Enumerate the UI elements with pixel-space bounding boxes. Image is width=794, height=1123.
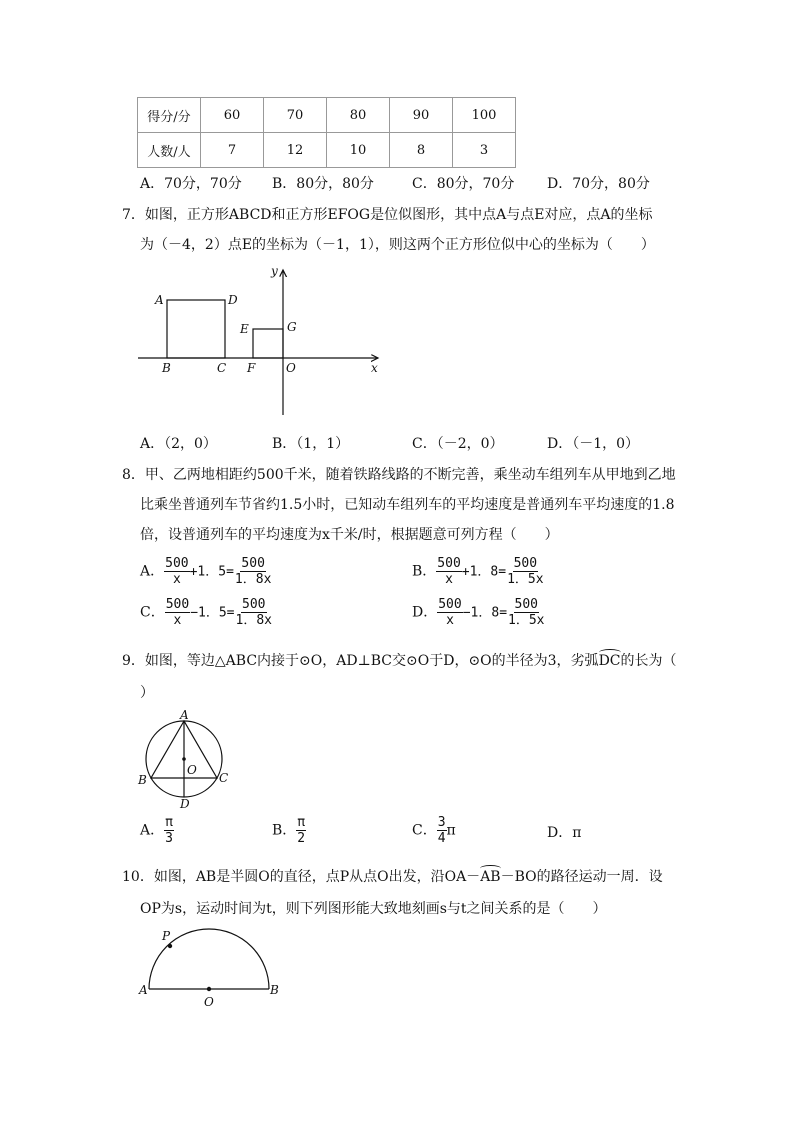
- denominator: x: [173, 613, 182, 628]
- fraction: [164, 556, 189, 587]
- q6-option-c: C．80分，70分: [412, 176, 515, 192]
- label-o: O: [187, 763, 197, 777]
- table-cell: 90: [390, 98, 453, 133]
- numerator: 500: [437, 556, 461, 571]
- numerator: 500: [514, 597, 539, 612]
- fraction: [436, 556, 461, 587]
- label-a: A: [180, 708, 189, 722]
- table-cell: 100: [453, 98, 516, 133]
- label-d: D: [228, 293, 238, 307]
- numerator: 500: [242, 597, 266, 612]
- pi-symbol: π: [446, 822, 456, 839]
- label-e: E: [240, 322, 249, 336]
- denominator: x: [172, 572, 181, 587]
- q7-option-c: C．（－2，0）: [412, 436, 504, 452]
- label-b: B: [270, 983, 279, 997]
- numerator: π: [165, 815, 173, 830]
- table-row: [138, 133, 516, 168]
- q9-text-post: 的长为（: [620, 653, 677, 669]
- denominator: x: [446, 613, 454, 628]
- arc-ab: AB: [480, 869, 501, 885]
- denominator: 4: [437, 831, 446, 846]
- label-y: y: [271, 264, 278, 278]
- label-p: P: [162, 929, 171, 943]
- label-o: O: [204, 995, 214, 1009]
- fraction: [296, 815, 306, 846]
- label-a: A: [155, 293, 164, 307]
- option-label: A．: [140, 563, 165, 580]
- fraction: [234, 556, 272, 587]
- q9-figure: [134, 706, 234, 814]
- table-cell: 得分/分: [138, 98, 201, 133]
- table-cell: 80: [327, 98, 390, 133]
- q7-option-d: D．（－1，0）: [547, 436, 640, 452]
- q9-option-a: [140, 815, 174, 846]
- fraction: [507, 597, 545, 628]
- table-cell: 3: [453, 133, 516, 168]
- fraction: [165, 597, 190, 628]
- numerator: π: [297, 815, 306, 830]
- operator: +1．8=: [461, 564, 507, 580]
- denominator: 1．5x: [507, 572, 544, 587]
- table-cell: 7: [201, 133, 264, 168]
- label-c: C: [219, 771, 229, 785]
- q7-text-line1: 7．如图，正方形ABCD和正方形EFOG是位似图形，其中点A与点E对应，点A的坐标: [122, 207, 653, 223]
- q9-option-c: [412, 815, 456, 846]
- denominator: 1．5x: [508, 613, 545, 628]
- operator: −1．8=: [462, 605, 508, 621]
- option-label: C．: [412, 822, 437, 839]
- table-row: [138, 98, 516, 133]
- numerator: 500: [165, 556, 189, 571]
- fraction: [235, 597, 273, 628]
- score-table: [137, 97, 516, 168]
- denominator: 3: [165, 831, 173, 846]
- option-label: A．: [140, 822, 165, 839]
- q6-option-a: A．70分，70分: [140, 176, 242, 192]
- option-label: D．: [412, 604, 438, 621]
- numerator: 3: [437, 815, 446, 830]
- table-cell: 70: [264, 98, 327, 133]
- q10-figure: [134, 922, 294, 1010]
- fraction: [164, 815, 174, 846]
- q7-option-b: B．（1，1）: [272, 436, 350, 452]
- option-label: C．: [140, 604, 165, 621]
- option-label: B．: [412, 563, 437, 580]
- table-cell: 60: [201, 98, 264, 133]
- q7-text-line2: 为（－4，2）点E的坐标为（－1，1），则这两个正方形位似中心的坐标为（ ）: [140, 237, 655, 253]
- q6-option-d: D．70分，80分: [547, 176, 650, 192]
- fraction: [437, 597, 462, 628]
- square-efog: [253, 329, 283, 358]
- numerator: 500: [241, 556, 265, 571]
- table-cell: 10: [327, 133, 390, 168]
- label-a: A: [139, 983, 148, 997]
- q9-text-line1: [122, 650, 677, 670]
- option-label: B．: [272, 822, 297, 839]
- q8-option-b: [412, 556, 545, 587]
- numerator: 500: [438, 597, 462, 612]
- fraction: [437, 815, 447, 846]
- q8-option-c: [140, 597, 273, 628]
- table-cell: 8: [390, 133, 453, 168]
- label-d: D: [180, 797, 190, 811]
- denominator: 1．8x: [234, 572, 272, 587]
- label-f: F: [247, 361, 256, 375]
- arc-dc: DC: [598, 653, 621, 669]
- q9-option-b: [272, 815, 306, 846]
- label-x: x: [371, 361, 378, 375]
- denominator: 1．8x: [235, 613, 272, 628]
- q10-text-line2: OP为s，运动时间为t，则下列图形能大致地刻画s与t之间关系的是（ ）: [140, 901, 607, 917]
- denominator: 2: [297, 831, 306, 846]
- label-b: B: [162, 361, 171, 375]
- denominator: x: [445, 572, 453, 587]
- square-abcd: [167, 300, 225, 358]
- q6-option-b: B．80分，80分: [272, 176, 374, 192]
- table-cell: 人数/人: [138, 133, 201, 168]
- operator: −1．5=: [190, 605, 235, 621]
- operator: +1．5=: [189, 564, 234, 580]
- center-dot: [182, 757, 186, 761]
- q9-text-line2: ）: [140, 685, 154, 701]
- q10-text-post: －BO的路径运动一周．设: [500, 869, 663, 885]
- q7-figure: [130, 258, 400, 423]
- q8-text-line3: 倍，设普通列车的平均速度为x千米/时，根据题意可列方程（ ）: [140, 527, 559, 543]
- point-p: [168, 944, 172, 948]
- q9-option-d: D．π: [547, 825, 582, 841]
- label-g: G: [287, 320, 297, 334]
- table-cell: 12: [264, 133, 327, 168]
- label-b: B: [138, 773, 147, 787]
- q8-text-line1: 8．甲、乙两地相距约500千米，随着铁路线路的不断完善，乘坐动车组列车从甲地到乙地: [122, 467, 676, 483]
- q9-text-pre: 9．如图，等边△ABC内接于⊙O，AD⊥BC交⊙O于D，⊙O的半径为3，劣弧: [122, 653, 599, 669]
- numerator: 500: [165, 597, 190, 612]
- point-o: [207, 987, 211, 991]
- q10-text-line1: [122, 866, 663, 886]
- label-o: O: [286, 361, 296, 375]
- q8-text-line2: 比乘坐普通列车节省约1.5小时，已知动车组列车的平均速度是普通列车平均速度的1.8: [140, 497, 675, 513]
- label-c: C: [217, 361, 227, 375]
- q8-option-d: [412, 597, 546, 628]
- numerator: 500: [513, 556, 538, 571]
- q7-option-a: A．（2，0）: [140, 436, 217, 452]
- q10-text-pre: 10．如图，AB是半圆O的直径，点P从点O出发，沿OA－: [122, 869, 481, 885]
- q8-option-a: [140, 556, 272, 587]
- fraction: [506, 556, 544, 587]
